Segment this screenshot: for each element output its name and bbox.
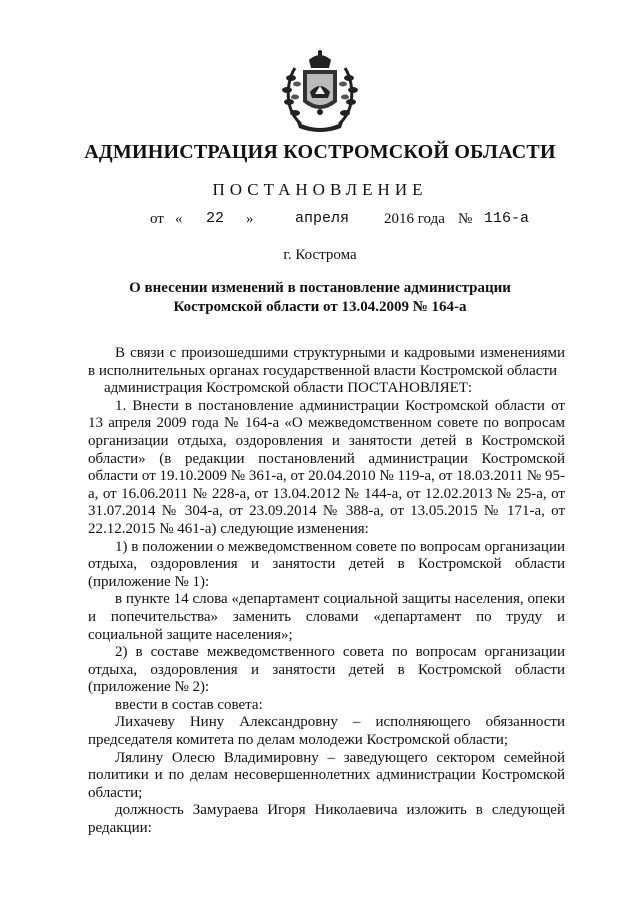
number-sign: № bbox=[458, 211, 473, 227]
date-quote-open: « bbox=[175, 211, 183, 227]
document-type: ПОСТАНОВЛЕНИЕ bbox=[212, 180, 428, 199]
document-subject bbox=[100, 279, 540, 317]
paragraph-subitem-1: 1) в положении о межведомственном совете по вопросам организации отдыха, оздоровления и занятости детей в Костромской области (приложение № 1): bbox=[88, 538, 565, 590]
kostroma-coat-of-arms-icon bbox=[271, 50, 369, 134]
date-year: 2016 года bbox=[384, 211, 445, 227]
paragraph-subitem-2: 2) в составе межведомственного совета по вопросам организации отдыха, оздоровления и занятости детей в Костромской области (приложение № 2): bbox=[88, 644, 565, 696]
paragraph-preamble: В связи с произошедшими структурными и кадровыми изменениями в исполнительных органах государственной власти Костромской области bbox=[88, 345, 565, 379]
document-number: 116-а bbox=[484, 210, 530, 227]
city-name: г. Кострома bbox=[283, 247, 357, 263]
date-from: от bbox=[150, 211, 164, 227]
paragraph-item-1: 1. Внести в постановление администрации Костромской области от 13 апреля 2009 года № 164-а «О межведомственном совете по вопросам организации отдыха, оздоровления и занятости детей в Костромской области» (в редакции постановлений администрации Костромской области от 19.10.2009 № 361-а, от 20.04.2010 № 119-а, от 18.03.2011 № 95-а, от 16.06.2011 № 228-а, от 13.04.2012 № 144-а, от 12.02.2013 № 25-а, от 31.07.2014 № 304-а, от 23.09.2014 № 388-а, от 13.05.2015 № 171-а, от 22.12.2015 № 461-а) следующие изменения: bbox=[88, 397, 565, 537]
subject-line-2: Костромской области от 13.04.2009 № 164-а bbox=[173, 299, 467, 315]
date-day: 22 bbox=[206, 210, 225, 227]
paragraph-resolves: администрация Костромской области ПОСТАНОВЛЯЕТ: bbox=[104, 380, 473, 397]
date-quote-close: » bbox=[246, 211, 254, 227]
paragraph-member-likhacheva: Лихачеву Нину Александровну – исполняющего обязанности председателя комитета по делам молодежи Костромской области; bbox=[88, 714, 565, 749]
paragraph-point-14: в пункте 14 слова «департамент социальной защиты населения, опеки и попечительства» заменить словами «департамент по труду и социальной защите населения»; bbox=[88, 591, 565, 643]
agency-title: АДМИНИСТРАЦИЯ КОСТРОМСКОЙ ОБЛАСТИ bbox=[84, 141, 556, 163]
paragraph-add-members: ввести в состав совета: bbox=[115, 696, 263, 713]
paragraph-zamuraev: должность Замураева Игоря Николаевича изложить в следующей редакции: bbox=[88, 802, 565, 837]
document-body bbox=[88, 345, 565, 838]
subject-line-1: О внесении изменений в постановление администрации bbox=[129, 280, 511, 296]
date-month: апреля bbox=[295, 210, 350, 227]
paragraph-member-lyalina: Лялину Олесю Владимировну – заведующего сектором семейной политики и по делам несовершеннолетних администрации Костромской области; bbox=[88, 749, 565, 801]
